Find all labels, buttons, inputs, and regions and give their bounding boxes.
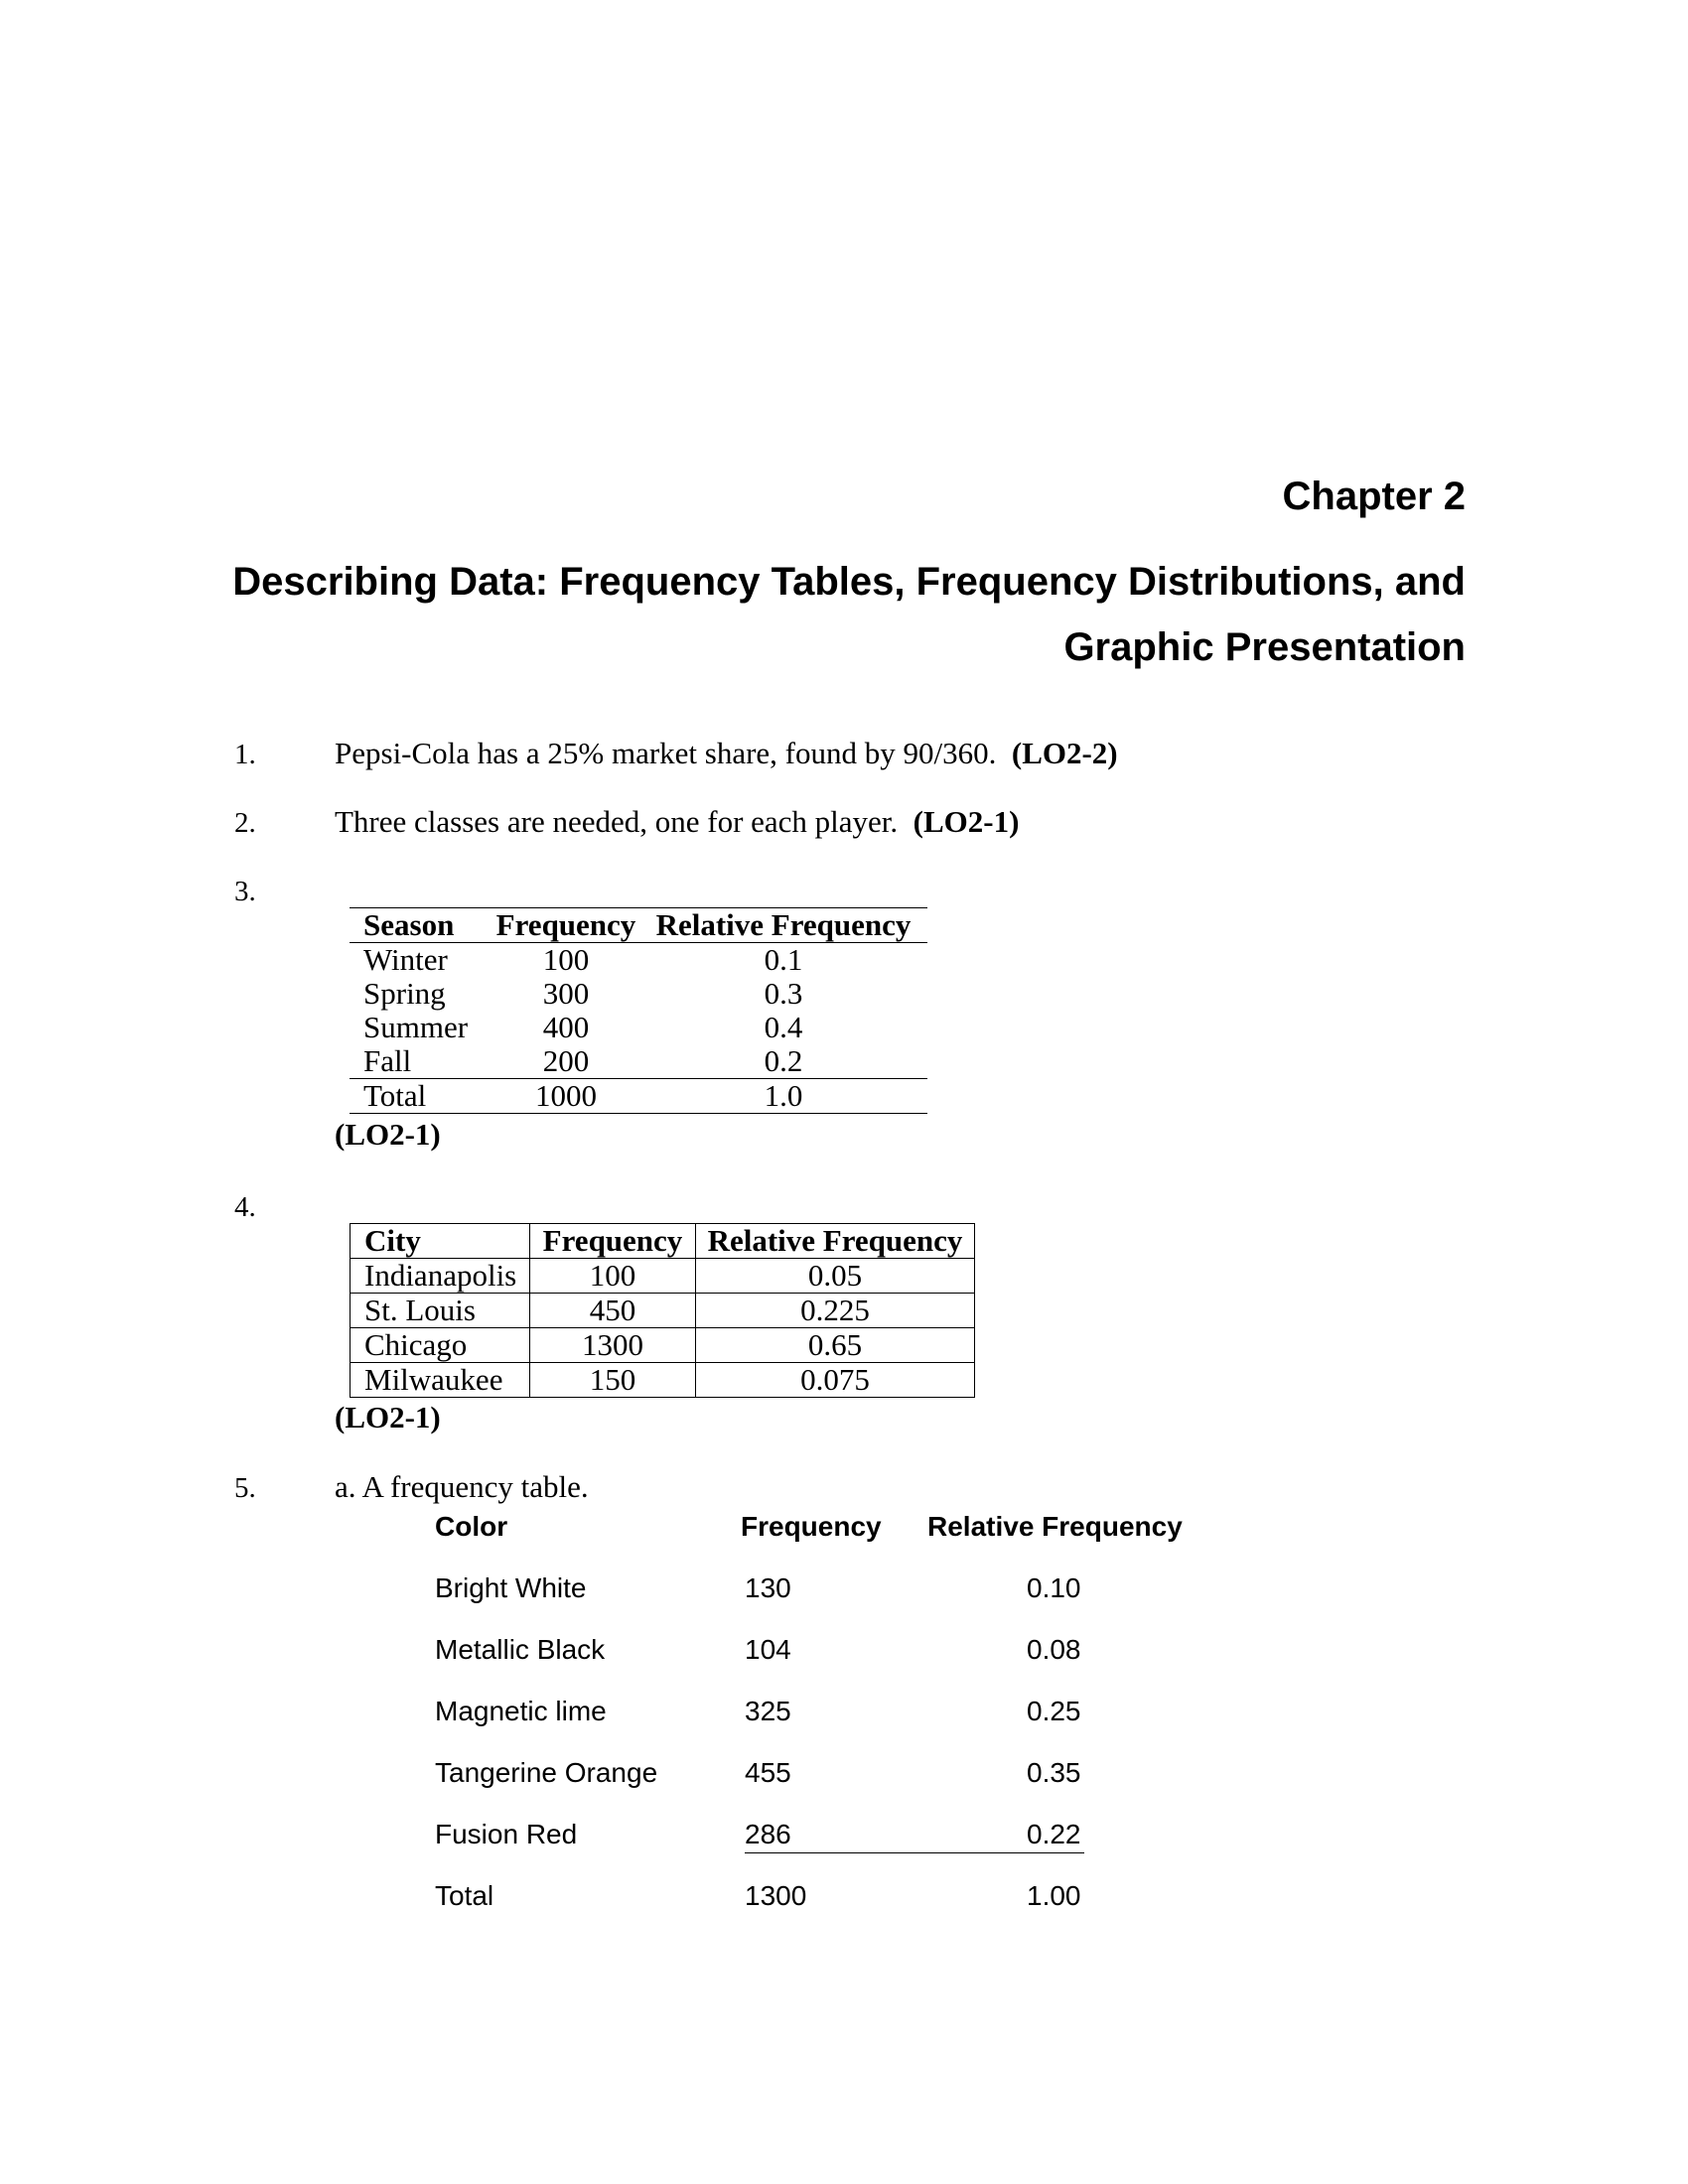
question-1-lo: (LO2-2) — [1011, 736, 1118, 770]
question-3-lo: (LO2-1) — [335, 1117, 441, 1152]
color-cell: Metallic Black — [435, 1634, 606, 1665]
table-total-row — [350, 1079, 927, 1114]
relative-frequency-cell: 0.10 — [1027, 1572, 1081, 1603]
season-cell: Summer — [363, 1010, 469, 1044]
frequency-cell: 455 — [745, 1757, 791, 1788]
question-1-text: Pepsi-Cola has a 25% market share, found by 90/360. — [335, 736, 997, 770]
frequency-cell: 400 — [542, 1010, 590, 1044]
season-cell: Spring — [363, 976, 446, 1011]
frequency-cell: 150 — [530, 1363, 696, 1398]
city-cell: Milwaukee — [351, 1363, 530, 1398]
question-2-answer — [335, 804, 1019, 840]
table-row — [350, 1011, 927, 1044]
relative-frequency-cell: 0.1 — [764, 942, 803, 977]
page-title-line-1: Describing Data: Frequency Tables, Frequency Distributions, and — [232, 560, 1466, 604]
question-5-number: 5. — [234, 1472, 256, 1504]
question-2-text: Three classes are needed, one for each player. — [335, 804, 899, 839]
column-header-season: Season — [363, 907, 455, 942]
frequency-cell: 1300 — [530, 1328, 696, 1363]
total-frequency-cell: 1000 — [535, 1078, 597, 1113]
frequency-cell: 450 — [530, 1294, 696, 1328]
table-row — [351, 1294, 975, 1328]
table-header-row — [350, 908, 927, 943]
relative-frequency-cell: 0.08 — [1027, 1634, 1081, 1665]
relative-frequency-cell: 0.3 — [764, 976, 803, 1011]
question-1-answer — [335, 736, 1118, 771]
relative-frequency-cell: 0.4 — [764, 1010, 803, 1044]
total-label-cell: Total — [435, 1880, 494, 1911]
color-cell: Magnetic lime — [435, 1696, 607, 1726]
frequency-cell: 300 — [542, 976, 590, 1011]
table-header-row — [351, 1224, 975, 1259]
frequency-cell: 100 — [542, 942, 590, 977]
column-header-relative-frequency: Relative Frequency — [696, 1224, 975, 1259]
total-frequency-cell: 1300 — [745, 1880, 807, 1911]
frequency-cell: 100 — [530, 1259, 696, 1294]
relative-frequency-cell: 0.05 — [696, 1259, 975, 1294]
frequency-cell: 200 — [542, 1043, 590, 1078]
city-cell: Indianapolis — [351, 1259, 530, 1294]
total-relative-frequency-cell: 1.00 — [1027, 1880, 1081, 1911]
relative-frequency-cell: 0.22 — [1027, 1819, 1081, 1849]
question-4-lo: (LO2-1) — [335, 1400, 441, 1434]
table-row — [350, 977, 927, 1011]
table-row — [350, 943, 927, 978]
frequency-cell: 286 — [745, 1819, 791, 1849]
question-1-number: 1. — [234, 739, 256, 770]
relative-frequency-cell: 0.35 — [1027, 1757, 1081, 1788]
color-cell: Fusion Red — [435, 1819, 578, 1849]
city-frequency-table — [350, 1223, 975, 1398]
page-title-line-2: Graphic Presentation — [1063, 625, 1466, 669]
question-5-part-a: a. A frequency table. — [335, 1469, 589, 1504]
season-frequency-table — [350, 907, 927, 1114]
table-row — [351, 1328, 975, 1363]
question-4-number: 4. — [234, 1191, 256, 1223]
frequency-cell: 325 — [745, 1696, 791, 1726]
frequency-cell: 130 — [745, 1572, 791, 1603]
table-row — [351, 1259, 975, 1294]
column-header-relative-frequency: Relative Frequency — [927, 1511, 1183, 1542]
column-header-relative-frequency: Relative Frequency — [655, 907, 912, 942]
relative-frequency-cell: 0.2 — [764, 1043, 803, 1078]
column-header-city: City — [351, 1224, 530, 1259]
column-header-color: Color — [435, 1511, 508, 1542]
season-cell: Winter — [363, 942, 448, 977]
relative-frequency-cell: 0.25 — [1027, 1696, 1081, 1726]
color-cell: Bright White — [435, 1572, 587, 1603]
total-underline — [745, 1852, 1084, 1853]
color-cell: Tangerine Orange — [435, 1757, 658, 1788]
season-cell: Fall — [363, 1043, 412, 1078]
relative-frequency-cell: 0.65 — [696, 1328, 975, 1363]
city-cell: Chicago — [351, 1328, 530, 1363]
column-header-frequency: Frequency — [741, 1511, 882, 1542]
total-relative-frequency-cell: 1.0 — [764, 1078, 803, 1113]
column-header-frequency: Frequency — [495, 907, 636, 942]
relative-frequency-cell: 0.225 — [696, 1294, 975, 1328]
table-row — [350, 1044, 927, 1079]
question-3-number: 3. — [234, 876, 256, 907]
question-2-number: 2. — [234, 807, 256, 839]
question-2-lo: (LO2-1) — [913, 804, 1020, 839]
table-row — [351, 1363, 975, 1398]
total-label-cell: Total — [363, 1078, 427, 1113]
frequency-cell: 104 — [745, 1634, 791, 1665]
chapter-heading: Chapter 2 — [1282, 475, 1466, 518]
city-cell: St. Louis — [351, 1294, 530, 1328]
relative-frequency-cell: 0.075 — [696, 1363, 975, 1398]
column-header-frequency: Frequency — [530, 1224, 696, 1259]
